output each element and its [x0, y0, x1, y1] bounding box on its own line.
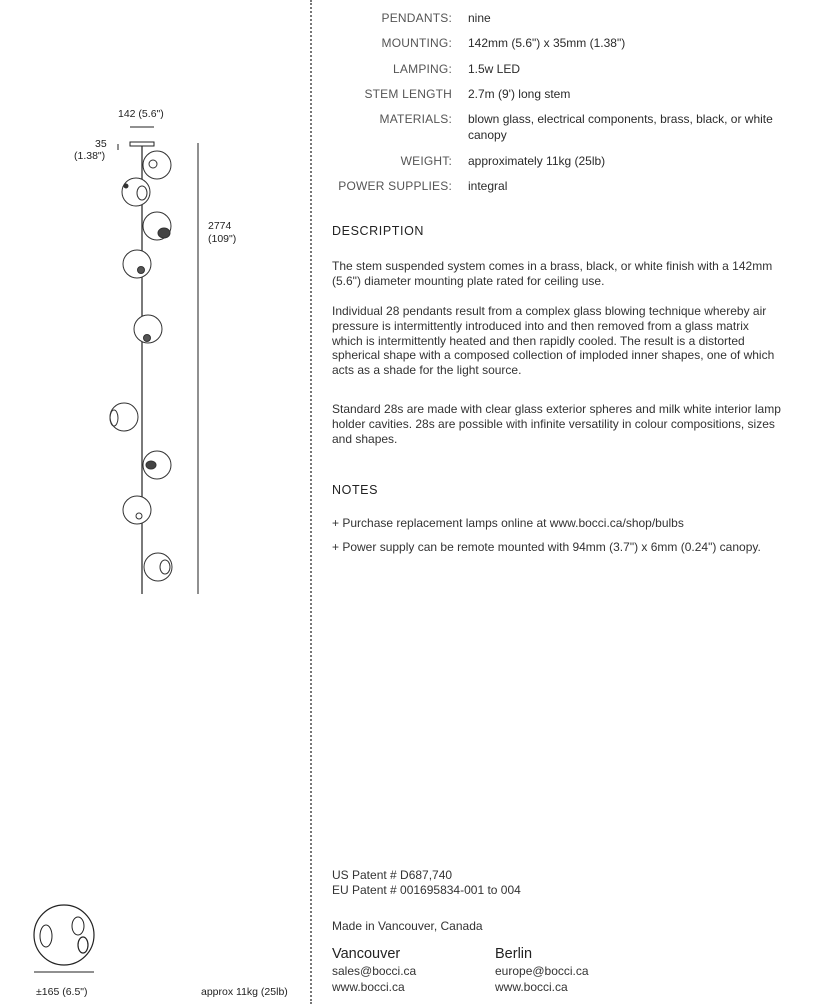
spec-label: POWER SUPPLIES:	[338, 179, 452, 193]
us-patent: US Patent # D687,740	[332, 868, 453, 882]
made-in: Made in Vancouver, Canada	[332, 919, 483, 933]
canopy-height-mm-label: 35	[95, 138, 107, 150]
spec-value: integral	[468, 179, 508, 193]
pendant-detail-drawing	[30, 902, 100, 974]
note-item: + Power supply can be remote mounted with 94mm (3.7") x 6mm (0.24") canopy.	[332, 540, 761, 554]
total-length-mm-label: 2774	[208, 220, 232, 232]
description-paragraph: Individual 28 pendants result from a complex glass blowing technique whereby air pressure is intermittently introduced into and then removed from a glass matrix which is intermittently heated and then rapidly cooled. The result is a distorted spherical shape with a composed collection of imploded inner shapes, one of which acts as a shade for the light source.	[332, 304, 775, 378]
spec-label: STEM LENGTH	[364, 87, 452, 101]
office-email[interactable]: europe@bocci.ca	[495, 964, 589, 978]
office-vancouver	[332, 945, 416, 995]
office-city: Vancouver	[332, 946, 401, 962]
spec-value: nine	[468, 11, 491, 25]
description-paragraph: Standard 28s are made with clear glass exterior spheres and milk white interior lamp holder cavities. 28s are possible with infinite versatility in colour compositions, sizes and shapes.	[332, 402, 781, 446]
spec-value: blown glass, electrical components, brass, black, or white canopy	[468, 112, 773, 142]
pendant-weight-label: approx 11kg (25lb)	[201, 986, 288, 998]
office-berlin	[495, 945, 589, 995]
spec-value: approximately 11kg (25lb)	[468, 154, 606, 168]
office-email[interactable]: sales@bocci.ca	[332, 964, 417, 978]
office-website[interactable]: www.bocci.ca	[495, 980, 568, 994]
dotted-divider	[310, 0, 312, 1004]
note-item: + Purchase replacement lamps online at www.bocci.ca/shop/bulbs	[332, 516, 684, 530]
spec-value: 2.7m (9') long stem	[468, 87, 571, 101]
total-length-in-label: (109")	[208, 233, 237, 245]
fixture-elevation-drawing	[0, 0, 310, 610]
spec-label: PENDANTS:	[381, 11, 452, 25]
canopy-height-in-label: (1.38")	[74, 150, 106, 162]
office-website[interactable]: www.bocci.ca	[332, 980, 405, 994]
canopy-width-label: 142 (5.6")	[118, 108, 164, 120]
spec-label: MATERIALS:	[379, 112, 452, 126]
office-city: Berlin	[495, 946, 533, 962]
description-paragraph: The stem suspended system comes in a brass, black, or white finish with a 142mm (5.6") diameter mounting plate rated for ceiling use.	[332, 259, 773, 288]
notes-heading: NOTES	[332, 483, 379, 497]
spec-label: WEIGHT:	[400, 154, 452, 168]
spec-value: 1.5w LED	[468, 62, 521, 76]
spec-label: MOUNTING:	[381, 36, 452, 50]
pendant-diameter-label: ±165 (6.5")	[36, 986, 88, 998]
spec-label: LAMPING:	[393, 62, 452, 76]
eu-patent: EU Patent # 001695834-001 to 004	[332, 883, 521, 897]
description-heading: DESCRIPTION	[332, 224, 425, 238]
spec-value: 142mm (5.6") x 35mm (1.38")	[468, 36, 626, 50]
